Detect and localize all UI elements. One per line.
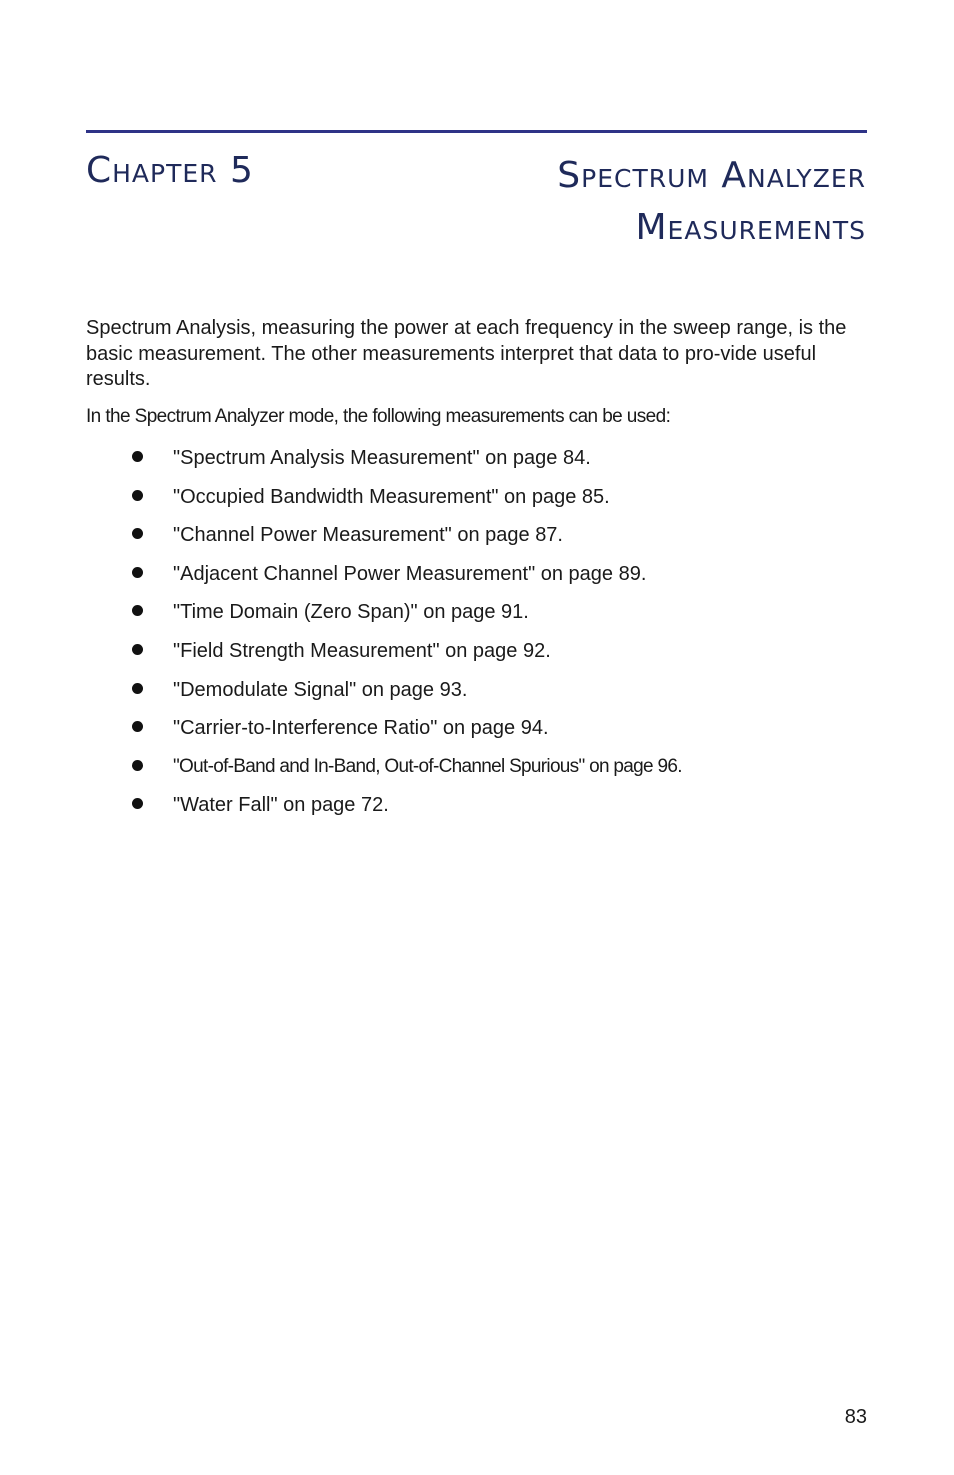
cross-reference-link[interactable]: "Carrier-to-Interference Ratio" on page 94. <box>173 717 549 740</box>
list-item[interactable] <box>0 714 954 753</box>
cross-reference-link[interactable]: "Occupied Bandwidth Measurement" on page 85. <box>173 485 610 508</box>
cross-reference-link[interactable]: "Time Domain (Zero Span)" on page 91. <box>173 601 529 624</box>
page-number: 83 <box>844 1406 867 1428</box>
list-item[interactable] <box>0 637 954 676</box>
cross-reference-link[interactable]: "Field Strength Measurement" on page 92. <box>173 639 551 662</box>
chapter-title: Spectrum Analyzer Measurements <box>557 155 866 248</box>
list-item[interactable] <box>0 560 954 599</box>
list-item[interactable] <box>0 598 954 637</box>
cross-reference-link[interactable]: "Spectrum Analysis Measurement" on page 84. <box>173 447 591 469</box>
bullet-icon <box>132 605 143 616</box>
list-item[interactable] <box>0 444 954 483</box>
cross-reference-link[interactable]: "Demodulate Signal" on page 93. <box>173 678 468 701</box>
lead-paragraph: In the Spectrum Analyzer mode, the following measurements can be used: <box>86 406 671 427</box>
bullet-icon <box>132 490 143 501</box>
cross-reference-link[interactable]: "Adjacent Channel Power Measurement" on page 89. <box>173 562 647 585</box>
bullet-icon <box>132 683 143 694</box>
bullet-icon <box>132 798 143 809</box>
list-item[interactable] <box>0 676 954 715</box>
list-item[interactable] <box>0 753 954 792</box>
bullet-icon <box>132 721 143 732</box>
cross-reference-link[interactable]: "Out-of-Band and In-Band, Out-of-Channel Spurious" on page 96. <box>173 755 682 777</box>
cross-reference-link[interactable]: "Water Fall" on page 72. <box>173 794 389 817</box>
bullet-icon <box>132 760 143 771</box>
measurement-list <box>0 444 954 830</box>
bullet-icon <box>132 528 143 539</box>
list-item[interactable] <box>0 483 954 522</box>
bullet-icon <box>132 451 143 462</box>
intro-paragraph: Spectrum Analysis, measuring the power at each frequency in the sweep range, is the basic measurement. The other measurements interpret that data to pro-vide useful results. <box>86 317 847 390</box>
chapter-label: Chapter 5 <box>86 150 254 191</box>
bullet-icon <box>132 567 143 578</box>
chapter-header-rule <box>86 130 867 133</box>
list-item[interactable] <box>0 521 954 560</box>
list-item[interactable] <box>0 791 954 830</box>
cross-reference-link[interactable]: "Channel Power Measurement" on page 87. <box>173 524 563 547</box>
bullet-icon <box>132 644 143 655</box>
